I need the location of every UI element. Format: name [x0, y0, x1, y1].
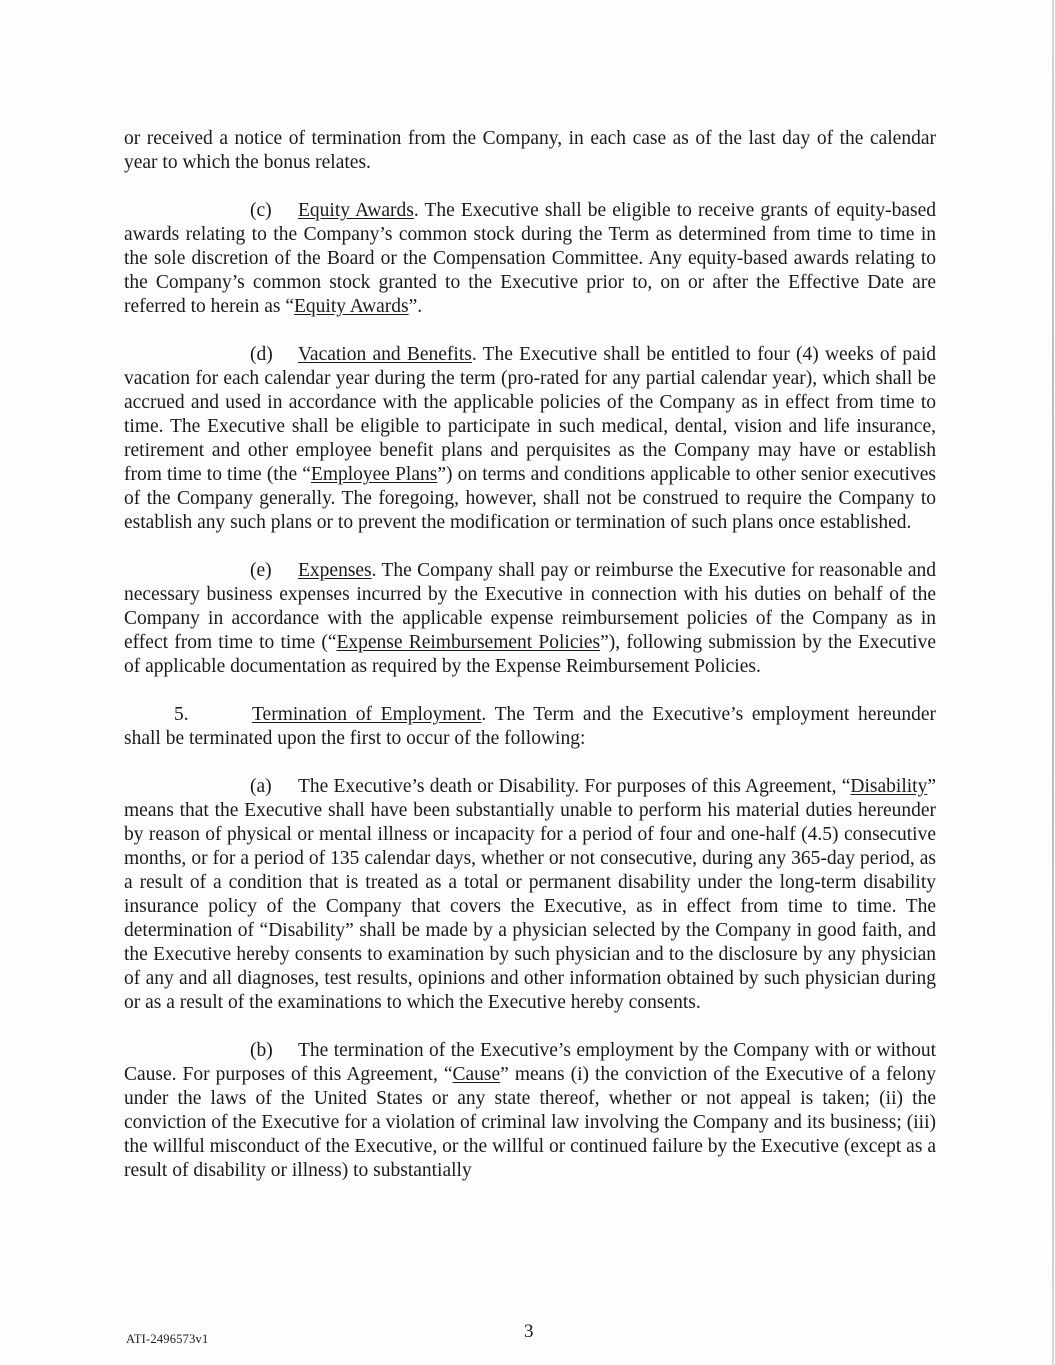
section-label: (b) — [250, 1040, 273, 1061]
section-5-termination: 5. Termination of Employment. The Term and the Executive’s employment hereunder shall be terminated upon the first to occur of the following: — [124, 704, 936, 749]
footer-document-id: ATI-2496573v1 — [126, 1332, 209, 1346]
section-label: (c) — [250, 200, 272, 221]
section-label: (e) — [250, 560, 272, 581]
defined-term: Expense Reimbursement Policies — [336, 632, 601, 653]
section-heading: Termination of Employment — [252, 704, 482, 725]
defined-term: Employee Plans — [310, 464, 438, 485]
section-4d-vacation-benefits: (d) Vacation and Benefits. The Executive shall be entitled to four (4) weeks of paid vacation for each calendar year during the term (pro-rated for any partial calendar year), which shall be accrued and used in accordance with the applicable policies of the Company as in effect from time to time. The Executive shall be eligible to participate in such medical, dental, vision and life insurance, retirement and other employee benefit plans and perquisites as the Company may have or establish from time to time (the “Employee Plans”) on terms and conditions applicable to other senior executives of the Company generally. The foregoing, however, shall not be construed to require the Company to establish any such plans or to prevent the modification or termination of such plans once established. — [124, 344, 936, 533]
section-4e-expenses: (e) Expenses. The Company shall pay or reimburse the Executive for reasonable and necessary business expenses incurred by the Executive in connection with his duties on behalf of the Company in accordance with the applicable expense reimbursement policies of the Company as in effect from time to time (“Expense Reimbursement Policies”), following submission by the Executive of applicable documentation as required by the Expense Reimbursement Policies. — [124, 560, 936, 677]
section-heading: Equity Awards — [298, 200, 414, 221]
defined-term: Cause — [452, 1064, 501, 1085]
defined-term: Disability — [850, 776, 928, 797]
scan-edge-shadow — [1052, 0, 1054, 1365]
page-number: 3 — [524, 1321, 534, 1342]
section-label: 5. — [174, 704, 189, 725]
defined-term: Equity Awards — [293, 296, 409, 317]
document-body — [124, 127, 936, 1183]
paragraph-continuation: or received a notice of termination from the Company, in each case as of the last day of the calendar year to which the bonus relates. — [124, 128, 936, 173]
section-4c-equity-awards: (c) Equity Awards. The Executive shall be eligible to receive grants of equity-based awards relating to the Company’s common stock during the Term as determined from time to time in the sole discretion of the Board or the Compensation Committee. Any equity-based awards relating to the Company’s common stock granted to the Executive prior to, on or after the Effective Date are referred to herein as “Equity Awards”. — [124, 200, 936, 317]
section-5b-cause: (b) The termination of the Executive’s employment by the Company with or without Cause. For purposes of this Agreement, “Cause” means (i) the conviction of the Executive of a felony under the laws of the United States or any state thereof, whether or not appeal is taken; (ii) the conviction of the Executive for a violation of criminal law involving the Company and its business; (iii) the willful misconduct of the Executive, or the willful or continued failure by the Executive (except as a result of disability or illness) to substantially — [124, 1040, 936, 1181]
section-label: (d) — [250, 344, 273, 365]
section-heading: Expenses — [298, 560, 372, 581]
section-5a-disability: (a) The Executive’s death or Disability. For purposes of this Agreement, “Disability” means that the Executive shall have been substantially unable to perform his material duties hereunder by reason of physical or mental illness or incapacity for a period of four and one-half (4.5) consecutive months, or for a period of 135 calendar days, whether or not consecutive, during any 365-day period, as a result of a condition that is treated as a total or permanent disability under the long-term disability insurance policy of the Company that covers the Executive, as in effect from time to time. The determination of “Disability” shall be made by a physician selected by the Company in good faith, and the Executive hereby consents to examination by such physician and to the disclosure by any physician of any and all diagnoses, test results, opinions and other information obtained by such physician during or as a result of the examinations to which the Executive hereby consents. — [124, 776, 936, 1013]
section-label: (a) — [250, 776, 272, 797]
section-heading: Vacation and Benefits — [298, 344, 472, 365]
